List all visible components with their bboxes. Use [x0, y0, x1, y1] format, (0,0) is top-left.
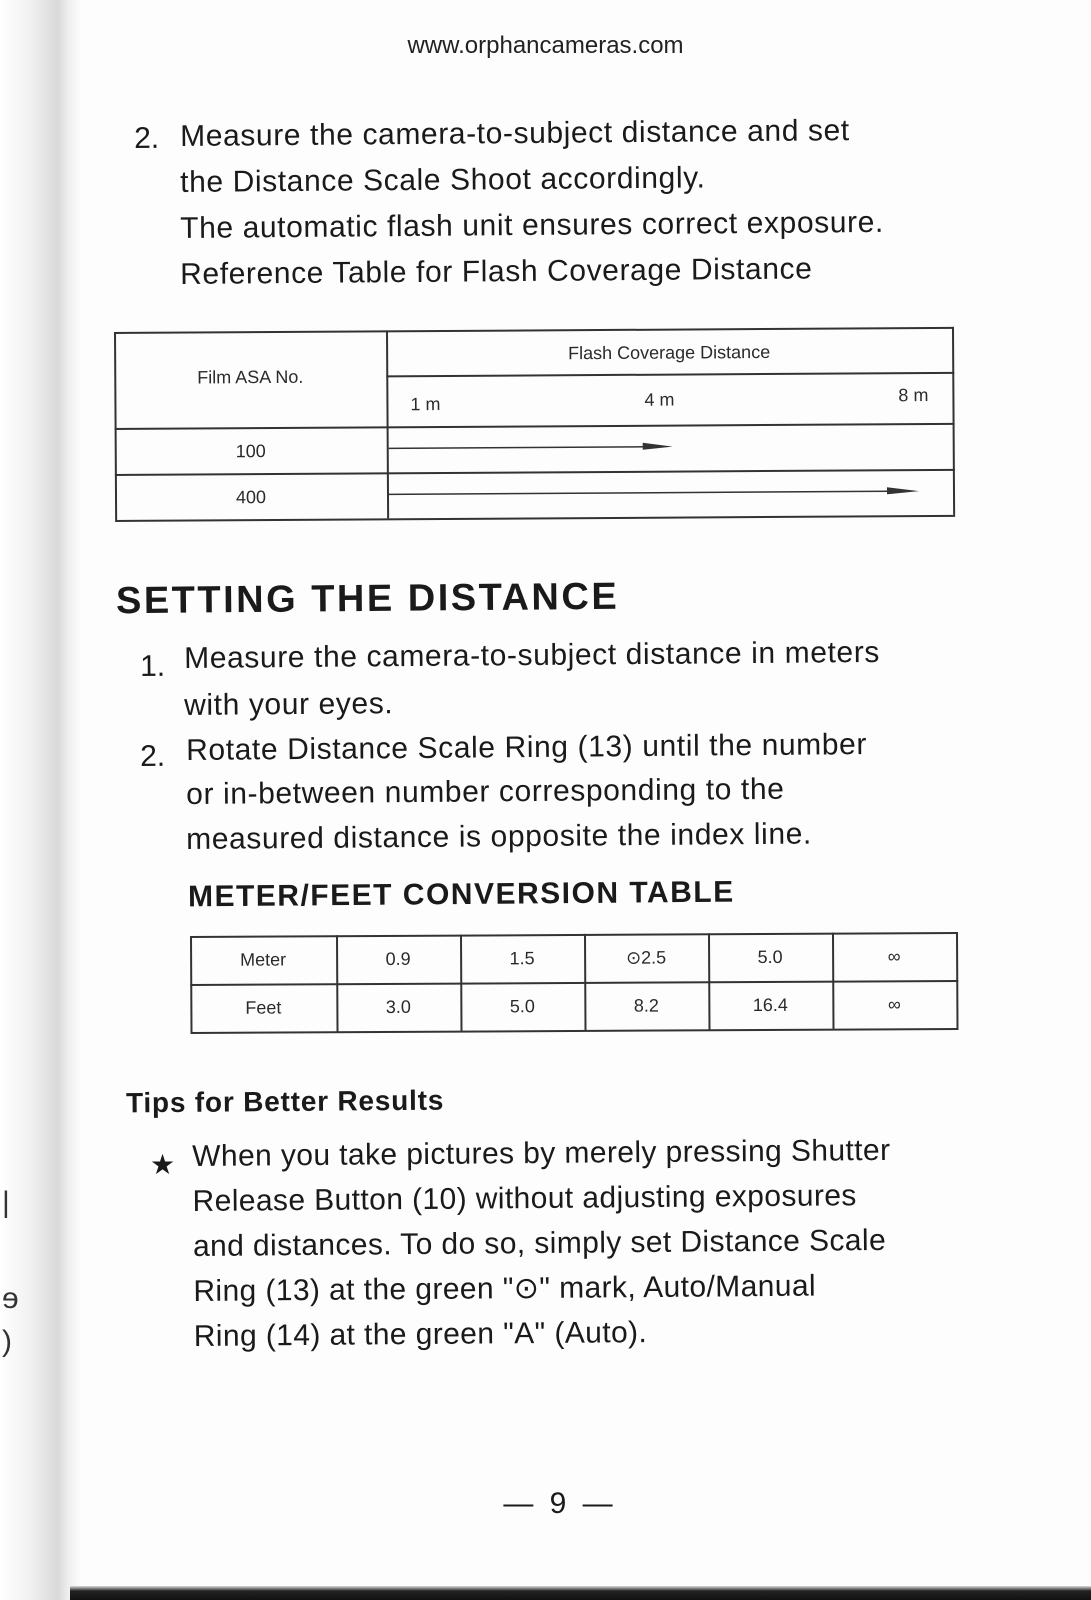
asa-400: 400: [235, 487, 267, 508]
flash-coverage-header: Flash Coverage Distance: [568, 341, 771, 364]
flash-step-number: 2.: [134, 121, 160, 155]
feet-value: 3.0: [385, 996, 411, 1017]
tip-line: When you take pictures by merely pressing Shutter: [192, 1133, 891, 1173]
step-number: 1.: [140, 649, 166, 683]
conversion-title: METER/FEET CONVERSION TABLE: [187, 875, 735, 914]
meter-value: 1.5: [509, 948, 535, 969]
flash-step-line: Measure the camera-to-subject distance and set: [180, 114, 850, 153]
tip-line: Ring (14) at the green "A" (Auto).: [193, 1316, 648, 1353]
step-line: measured distance is opposite the index line.: [186, 817, 813, 856]
scale-label-1m: 1 m: [410, 394, 441, 415]
page-binding-shadow: [0, 0, 80, 1600]
step-number: 2.: [140, 739, 166, 773]
tip-line: Ring (13) at the green "⊙" mark, Auto/Manual: [193, 1269, 817, 1308]
header-url: www.orphancameras.com: [407, 32, 684, 59]
coverage-arrow-100: [389, 447, 660, 449]
meter-feet-table: [190, 932, 959, 1034]
step-line: Measure the camera-to-subject distance in meters: [184, 635, 881, 675]
meter-label: Meter: [240, 949, 287, 970]
scale-label-4m: 4 m: [644, 389, 675, 410]
coverage-arrows: [114, 327, 955, 520]
scale-label-8m: 8 m: [898, 385, 929, 406]
meter-value: 5.0: [757, 946, 783, 968]
star-bullet-icon: ★: [150, 1149, 176, 1180]
section-title: SETTING THE DISTANCE: [115, 575, 620, 623]
meter-value: ∞: [887, 946, 901, 967]
step-line: with your eyes.: [184, 687, 394, 722]
film-asa-header: Film ASA No.: [197, 366, 304, 388]
meter-value: ⊙2.5: [626, 947, 667, 968]
flash-step-line: The automatic flash unit ensures correct exposure.: [180, 205, 884, 245]
flash-coverage-table: [114, 327, 955, 520]
feet-value: ∞: [887, 994, 901, 1015]
step-line: or in-between number corresponding to the: [186, 772, 785, 811]
page-number: — 9 —: [503, 1487, 617, 1520]
flash-step-line: the Distance Scale Shoot accordingly.: [180, 161, 706, 199]
tip-line: Release Button (10) without adjusting exposures: [192, 1179, 857, 1218]
feet-label: Feet: [245, 997, 282, 1018]
feet-value: 5.0: [509, 996, 535, 1017]
tip-text: [192, 1127, 974, 1359]
step-line: Rotate Distance Scale Ring (13) until the number: [186, 728, 868, 767]
asa-100: 100: [235, 441, 266, 462]
page-bottom-edge: [70, 1586, 1091, 1600]
coverage-arrow-400: [389, 491, 905, 494]
meter-value: 0.9: [385, 948, 411, 969]
arrowhead-icon: [643, 443, 673, 450]
feet-value: 8.2: [633, 995, 659, 1016]
arrowhead-icon: [887, 487, 919, 494]
tip-line: and distances. To do so, simply set Distance Scale: [192, 1223, 887, 1263]
flash-step-line: Reference Table for Flash Coverage Distance: [180, 252, 813, 291]
tips-title: Tips for Better Results: [125, 1084, 445, 1119]
feet-value: 16.4: [752, 994, 788, 1016]
